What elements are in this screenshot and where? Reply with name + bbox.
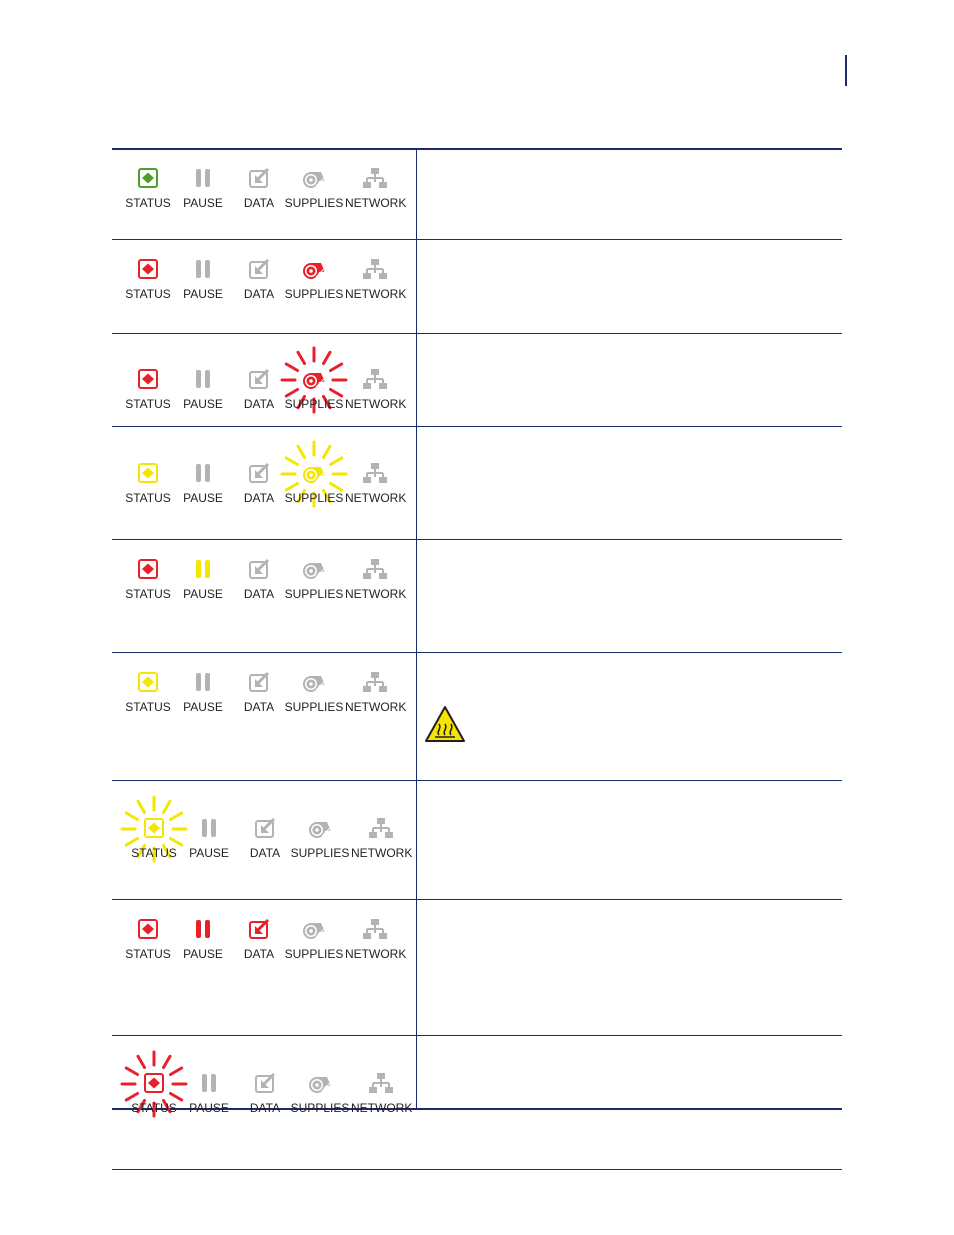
indicator-label: PAUSE [183,947,223,961]
indicator-row [0,453,954,513]
supplies-roll-icon [302,559,326,581]
network-tree-icon [363,463,387,485]
indicator-data [229,549,289,605]
indicator-data [229,909,289,965]
pause-bars-icon [191,672,215,694]
indicator-supplies [284,158,344,214]
data-arrow-icon [253,1073,277,1095]
indicator-label: DATA [243,700,275,714]
indicator-row [0,549,954,609]
indicator-label: SUPPLIES [284,397,344,411]
status-diamond-icon [136,559,160,581]
indicator-supplies [284,662,344,718]
indicator-supplies [290,808,350,864]
indicator-label: NETWORK [345,700,407,714]
row-divider [112,899,842,900]
supplies-roll-icon [302,919,326,941]
indicator-row [0,1063,954,1123]
data-arrow-icon [253,818,277,840]
network-tree-icon [363,168,387,190]
indicator-status [118,158,178,214]
indicator-row [0,808,954,868]
indicator-pause [173,662,233,718]
network-tree-icon [363,919,387,941]
indicator-label: SUPPLIES [284,587,344,601]
indicator-supplies [284,549,344,605]
status-diamond-icon [136,463,160,485]
indicator-label: NETWORK [345,397,407,411]
indicator-label: NETWORK [345,587,407,601]
indicator-data [235,1063,295,1119]
indicator-status [118,909,178,965]
indicator-label: PAUSE [189,846,229,860]
network-tree-icon [369,818,393,840]
indicator-label: NETWORK [351,846,413,860]
indicator-pause [173,549,233,605]
indicator-label: STATUS [125,287,171,301]
network-tree-icon [363,559,387,581]
indicator-label: SUPPLIES [284,287,344,301]
indicator-status [118,453,178,509]
row-divider [112,426,842,427]
row-divider [112,652,842,653]
indicator-label: NETWORK [345,491,407,505]
indicator-label: SUPPLIES [284,947,344,961]
indicator-label: STATUS [125,196,171,210]
indicator-label: DATA [243,287,275,301]
indicator-label: STATUS [125,947,171,961]
hot-surface-warning-icon [424,705,466,743]
supplies-roll-icon [302,672,326,694]
page-tab-marker [845,55,847,86]
indicator-label: NETWORK [351,1101,413,1115]
indicator-label: DATA [249,846,281,860]
indicator-data [229,158,289,214]
indicator-network [345,158,405,214]
indicator-pause [173,249,233,305]
indicator-label: DATA [243,491,275,505]
indicator-supplies [284,359,344,415]
pause-bars-icon [191,919,215,941]
indicator-status [118,549,178,605]
indicator-row [0,249,954,309]
indicator-row [0,359,954,419]
pause-bars-icon [191,463,215,485]
footer-rule [112,1169,842,1170]
status-diamond-icon [142,818,166,840]
indicator-pause [173,158,233,214]
indicator-supplies [284,249,344,305]
pause-bars-icon [191,369,215,391]
supplies-roll-icon [302,259,326,281]
indicator-label: SUPPLIES [284,700,344,714]
supplies-roll-icon [302,463,326,485]
status-diamond-icon [142,1073,166,1095]
indicator-label: DATA [243,196,275,210]
indicator-label: SUPPLIES [290,846,350,860]
network-tree-icon [363,672,387,694]
indicator-status [118,249,178,305]
indicator-label: STATUS [125,491,171,505]
data-arrow-icon [247,168,271,190]
indicator-supplies [284,909,344,965]
indicator-status [118,662,178,718]
data-arrow-icon [247,672,271,694]
indicator-label: STATUS [131,846,177,860]
indicator-label: SUPPLIES [284,196,344,210]
indicator-label: PAUSE [183,196,223,210]
indicator-row [0,158,954,218]
indicator-data [235,808,295,864]
indicator-network [345,453,405,509]
indicator-network [351,1063,411,1119]
network-tree-icon [363,369,387,391]
pause-bars-icon [197,818,221,840]
indicator-network [345,249,405,305]
indicator-label: NETWORK [345,287,407,301]
row-divider [112,539,842,540]
indicator-label: DATA [243,397,275,411]
indicator-label: PAUSE [189,1101,229,1115]
indicator-pause [179,808,239,864]
indicator-label: DATA [243,947,275,961]
indicator-label: STATUS [125,700,171,714]
indicator-data [229,662,289,718]
status-diamond-icon [136,168,160,190]
indicator-label: DATA [249,1101,281,1115]
supplies-roll-icon [302,168,326,190]
indicator-label: PAUSE [183,397,223,411]
pause-bars-icon [191,168,215,190]
data-arrow-icon [247,919,271,941]
status-diamond-icon [136,369,160,391]
indicator-pause [173,909,233,965]
indicator-network [345,359,405,415]
supplies-roll-icon [308,818,332,840]
row-divider [112,780,842,781]
indicator-label: STATUS [131,1101,177,1115]
indicator-network [345,662,405,718]
status-diamond-icon [136,672,160,694]
pause-bars-icon [191,559,215,581]
indicator-status [124,808,184,864]
indicator-status [118,359,178,415]
indicator-supplies [284,453,344,509]
indicator-row [0,662,954,722]
indicator-label: SUPPLIES [290,1101,350,1115]
indicator-label: STATUS [125,587,171,601]
indicator-data [229,249,289,305]
table-top-rule [112,148,842,150]
row-divider [112,1035,842,1036]
row-divider [112,333,842,334]
indicator-network [351,808,411,864]
indicator-row [0,909,954,969]
status-diamond-icon [136,919,160,941]
network-tree-icon [363,259,387,281]
indicator-label: PAUSE [183,587,223,601]
data-arrow-icon [247,559,271,581]
row-divider [112,239,842,240]
indicator-status [124,1063,184,1119]
indicator-label: PAUSE [183,287,223,301]
indicator-pause [179,1063,239,1119]
indicator-pause [173,359,233,415]
indicator-label: SUPPLIES [284,491,344,505]
pause-bars-icon [197,1073,221,1095]
data-arrow-icon [247,369,271,391]
indicator-label: NETWORK [345,196,407,210]
indicator-label: PAUSE [183,700,223,714]
indicator-label: STATUS [125,397,171,411]
pause-bars-icon [191,259,215,281]
indicator-network [345,909,405,965]
supplies-roll-icon [308,1073,332,1095]
status-diamond-icon [136,259,160,281]
data-arrow-icon [247,463,271,485]
indicator-pause [173,453,233,509]
supplies-roll-icon [302,369,326,391]
indicator-supplies [290,1063,350,1119]
indicator-network [345,549,405,605]
indicator-label: NETWORK [345,947,407,961]
indicator-label: DATA [243,587,275,601]
indicator-label: PAUSE [183,491,223,505]
data-arrow-icon [247,259,271,281]
network-tree-icon [369,1073,393,1095]
